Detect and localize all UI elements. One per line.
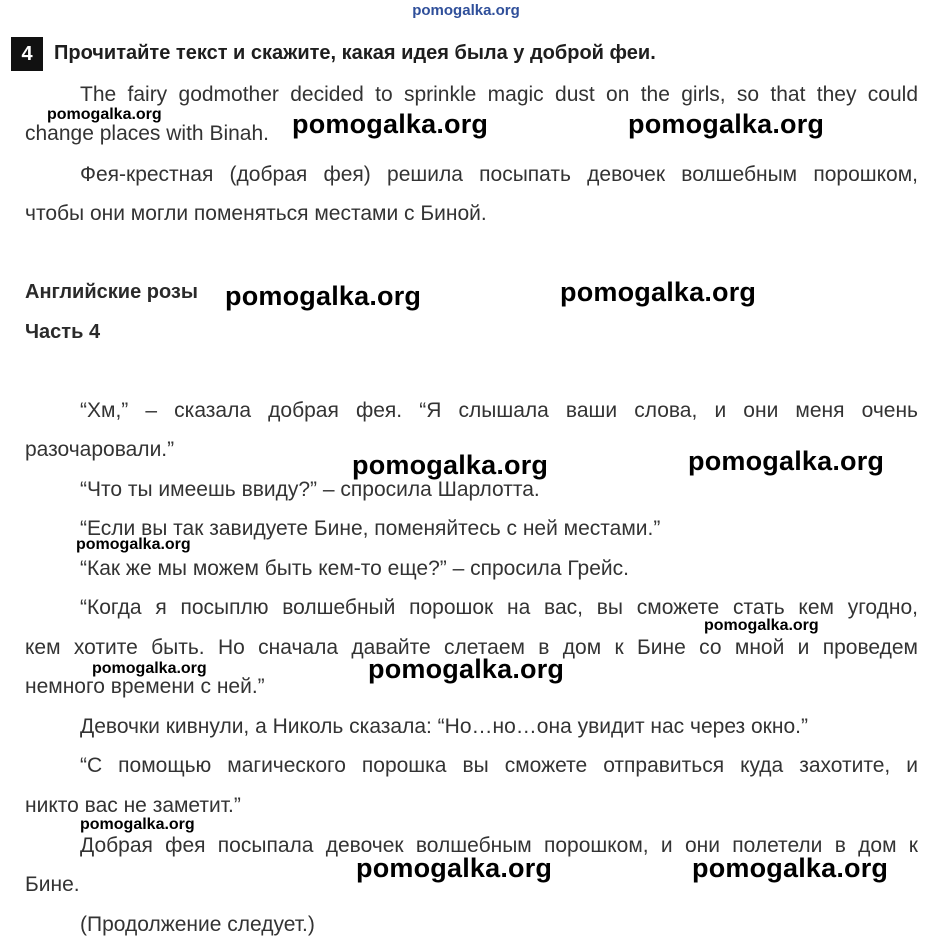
story-paragraph-8-line-2: Бине. [25,873,80,896]
site-header[interactable]: pomogalka.org [412,2,520,19]
story-title: Английские розы [25,281,198,303]
english-line-2: change places with Binah. [25,122,269,145]
watermark: pomogalka.org [368,654,565,684]
story-paragraph-7-line-2: никто вас не заметит.” [25,794,241,817]
watermark: pomogalka.org [356,853,553,883]
story-paragraph-3: “Если вы так завидуете Бине, поменяйтесь с ней местами.” [80,517,661,540]
task-title: Прочитайте текст и скажите, какая идея была у доброй феи. [54,42,656,64]
watermark: pomogalka.org [92,660,207,677]
watermark: pomogalka.org [692,853,889,883]
story-paragraph-4: “Как же мы можем быть кем-то еще?” – спросила Грейс. [80,557,629,580]
story-part: Часть 4 [25,321,101,343]
story-paragraph-8-line-1: Добрая фея посыпала девочек волшебным порошком, и они полетели в дом к [80,834,918,857]
story-paragraph-7-line-1: “С помощью магического порошка вы сможете отправиться куда захотите, и [80,754,918,777]
story-paragraph-2: “Что ты имеешь ввиду?” – спросила Шарлотта. [80,478,540,501]
task-number-badge: 4 [11,37,43,71]
story-paragraph-1-line-2: разочаровали.” [25,438,175,461]
english-line-1: The fairy godmother decided to sprinkle magic dust on the girls, so that they could [80,83,918,106]
watermark: pomogalka.org [704,617,819,634]
watermark: pomogalka.org [76,536,191,553]
story-paragraph-6: Девочки кивнули, а Николь сказала: “Но…но…она увидит нас через окно.” [80,715,808,738]
watermark: pomogalka.org [352,450,549,480]
story-paragraph-1-line-1: “Хм,” – сказала добрая фея. “Я слышала ваши слова, и они меня очень [80,399,918,422]
watermark: pomogalka.org [688,446,885,476]
watermark: pomogalka.org [47,106,162,123]
watermark: pomogalka.org [560,277,757,307]
translation-line-2: чтобы они могли поменяться местами с Биной. [25,202,487,225]
watermark: pomogalka.org [292,109,489,139]
story-paragraph-5-line-1: “Когда я посыплю волшебный порошок на вас, вы сможете стать кем угодно, [80,596,918,619]
watermark: pomogalka.org [80,816,195,833]
translation-line-1: Фея-крестная (добрая фея) решила посыпать девочек волшебным порошком, [80,163,918,186]
story-paragraph-5-line-2: кем хотите быть. Но сначала давайте слетаем в дом к Бине со мной и проведем [25,636,918,659]
watermark: pomogalka.org [225,281,422,311]
story-paragraph-9: (Продолжение следует.) [80,913,315,936]
watermark: pomogalka.org [628,109,825,139]
story-paragraph-5-line-3: немного времени с ней.” [25,675,265,698]
